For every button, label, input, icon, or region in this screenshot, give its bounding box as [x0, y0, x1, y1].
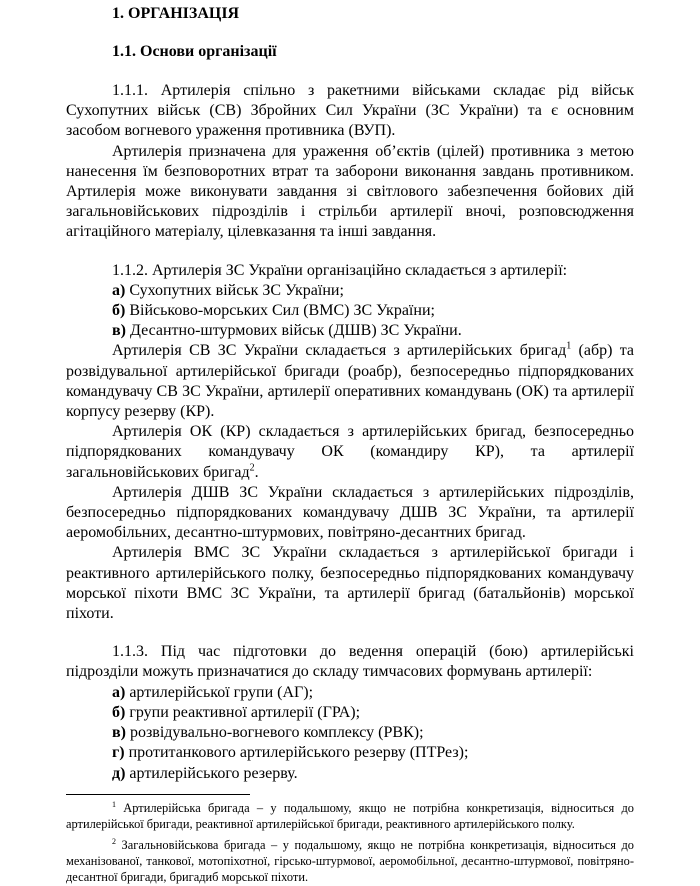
list-marker: д): [112, 764, 126, 782]
footnote-2: [66, 838, 634, 885]
list-item-g: [66, 743, 634, 763]
list-item-v: [66, 321, 634, 341]
footnote-ref-1[interactable]: 1: [566, 341, 572, 353]
footnote-mark: 1: [112, 799, 116, 809]
list-marker: г): [112, 744, 125, 762]
list-marker: б): [112, 703, 126, 721]
footnote-mark: 2: [112, 837, 116, 847]
list-marker: в): [112, 724, 126, 742]
list-text: групи реактивної артилерії (ГРА);: [125, 703, 361, 721]
list-text: Військово-морських Сил (ВМС) ЗС України;: [125, 302, 435, 320]
list-item-v: [66, 723, 634, 743]
paragraph-purpose: Артилерія призначена для ураження об’єктів (цілей) противника з метою нанесення їм безповоротних втрат та заборони виконання завдань противником. Артилерія може виконувати завдання зі світлового забезпечення бойових дій загальновійськових підрозділів і стрільби артилерії вночі, розповсюдження агітаційного матеріалу, цілевказання та інші завдання.: [66, 142, 634, 241]
paragraph-ok-artillery: [66, 422, 634, 483]
text-run: (абр) та розвідувальної артилерійської бригади (роабр), безпосередньо підпорядкованих командувачу СВ ЗС України, артилерії оперативних командувань (ОК) та артилерії корпусу резерву (КР).: [66, 342, 635, 421]
footnote-ref-2[interactable]: 2: [249, 462, 255, 474]
list-text: артилерійського резерву.: [125, 764, 298, 782]
text-run: Артилерія ОК (КР) складається з артилерійських бригад, безпосередньо підпорядкованих командувачу ОК (командиру КР), та артилерії загальновійськових бригад: [66, 423, 634, 481]
paragraph-sv-artillery: [66, 341, 634, 422]
footnote-text: Загальновійськова бригада – у подальшому, якщо не потрібна конкретизація, відноситься до механізованої, танкової, мотопіхотної, гірсько-штурмової, аеромобільної, десантно-штурмової, повітряно-десантної бригади, бригадиб морської піхоти.: [66, 838, 634, 884]
paragraph-1-1-3: 1.1.3. Під час підготовки до ведення операцій (бою) артилерійські підрозділи можуть призначатися до складу тимчасових формувань артилерії:: [66, 643, 634, 681]
footnote-1: [66, 801, 634, 833]
list-text: артилерійської групи (АГ);: [125, 683, 314, 701]
list-marker: в): [112, 322, 126, 340]
paragraph-1-1-2: 1.1.2. Артилерія ЗС України організаційно складається з артилерії:: [112, 261, 568, 279]
list-item-a: [66, 683, 634, 703]
list-text: Сухопутних військ ЗС України;: [125, 281, 344, 299]
paragraph-dshv-artillery: Артилерія ДШВ ЗС України складається з артилерійських підрозділів, безпосередньо підпорядкованих командувачу ДШВ ЗС України, та артилерії аеромобільних, десантно-штурмових, повітряно-десантних бригад.: [66, 483, 634, 542]
footnote-divider: [66, 794, 250, 795]
text-run: .: [254, 463, 259, 481]
list-text: Десантно-штурмових військ (ДШВ) ЗС України.: [125, 322, 462, 340]
paragraph-1-1-1: 1.1.1. Артилерія спільно з ракетними військами складає рід військ Сухопутних військ (СВ) Збройних Сил України (ЗС України) та є основним засобом вогневого ураження противника (ВУП).: [66, 82, 634, 140]
list-marker: а): [112, 281, 126, 299]
list-marker: б): [112, 302, 126, 320]
paragraph-vms-artillery: Артилерія ВМС ЗС України складається з артилерійської бригади і реактивного артилерійського полку, безпосередньо підпорядкованих командувачу морської піхоти ВМС ЗС України, та артилерії бригад (батальйонів) морської піхоти.: [66, 544, 634, 623]
section-heading: 1.1. Основи організації: [112, 43, 277, 60]
list-item-a: [66, 281, 634, 301]
list-text: розвідувально-вогневого комплексу (РВК);: [125, 724, 424, 742]
footnote-text: Артилерійська бригада – у подальшому, якщо не потрібна конкретизація, відноситься до артилерійської бригади, реактивної артилерійської бригади, реактивного артилерійського полку.: [66, 800, 634, 831]
list-item-b: [66, 301, 634, 321]
text-run: Артилерія СВ ЗС України складається з артилерійських бригад: [112, 342, 567, 360]
chapter-heading: 1. ОРГАНІЗАЦІЯ: [112, 5, 240, 22]
list-item-b: [66, 703, 634, 723]
list-text: протитанкового артилерійського резерву (ПТРез);: [124, 744, 469, 762]
list-item-d: [66, 764, 634, 784]
list-marker: а): [112, 683, 126, 701]
